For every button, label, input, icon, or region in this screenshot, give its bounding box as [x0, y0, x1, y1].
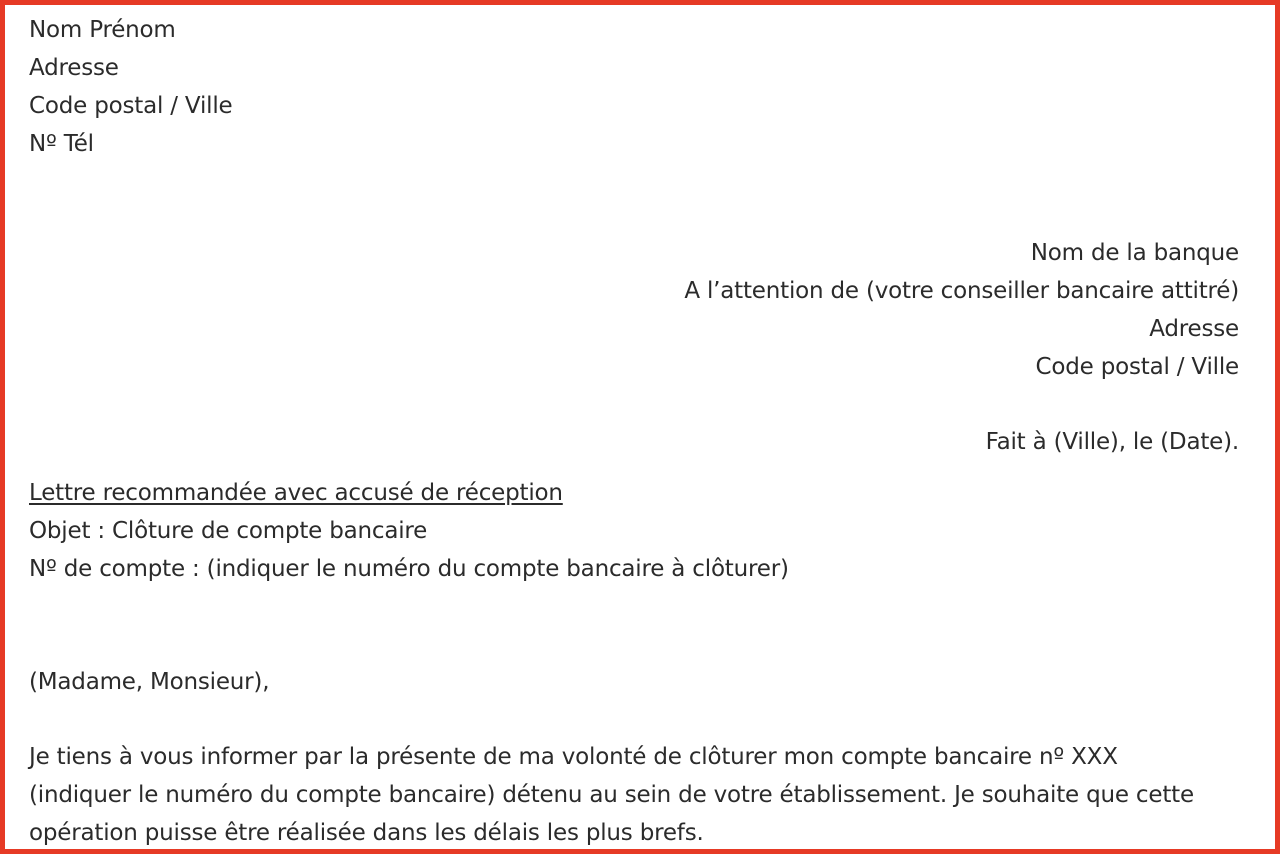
sender-name: Nom Prénom: [29, 17, 176, 43]
place-date: Fait à (Ville), le (Date).: [985, 429, 1239, 455]
body-line-2: (indiquer le numéro du compte bancaire) détenu au sein de votre établissement. Je souhaite que cette: [29, 782, 1194, 808]
recipient-address: Adresse: [1149, 316, 1239, 342]
body-line-1: Je tiens à vous informer par la présente de ma volonté de clôturer mon compte bancaire nº XXX: [29, 744, 1118, 770]
registered-mail-label: Lettre recommandée avec accusé de réception: [29, 480, 563, 506]
account-number-line: Nº de compte : (indiquer le numéro du compte bancaire à clôturer): [29, 556, 789, 582]
sender-phone: Nº Tél: [29, 131, 94, 157]
subject-line: Objet : Clôture de compte bancaire: [29, 518, 428, 544]
salutation: (Madame, Monsieur),: [29, 669, 270, 695]
sender-address: Adresse: [29, 55, 119, 81]
sender-postal-city: Code postal / Ville: [29, 93, 233, 119]
recipient-attention: A l’attention de (votre conseiller bancaire attitré): [684, 278, 1239, 304]
recipient-bank-name: Nom de la banque: [1030, 240, 1239, 266]
recipient-postal-city: Code postal / Ville: [1035, 354, 1239, 380]
body-line-3: opération puisse être réalisée dans les délais les plus brefs.: [29, 820, 704, 846]
